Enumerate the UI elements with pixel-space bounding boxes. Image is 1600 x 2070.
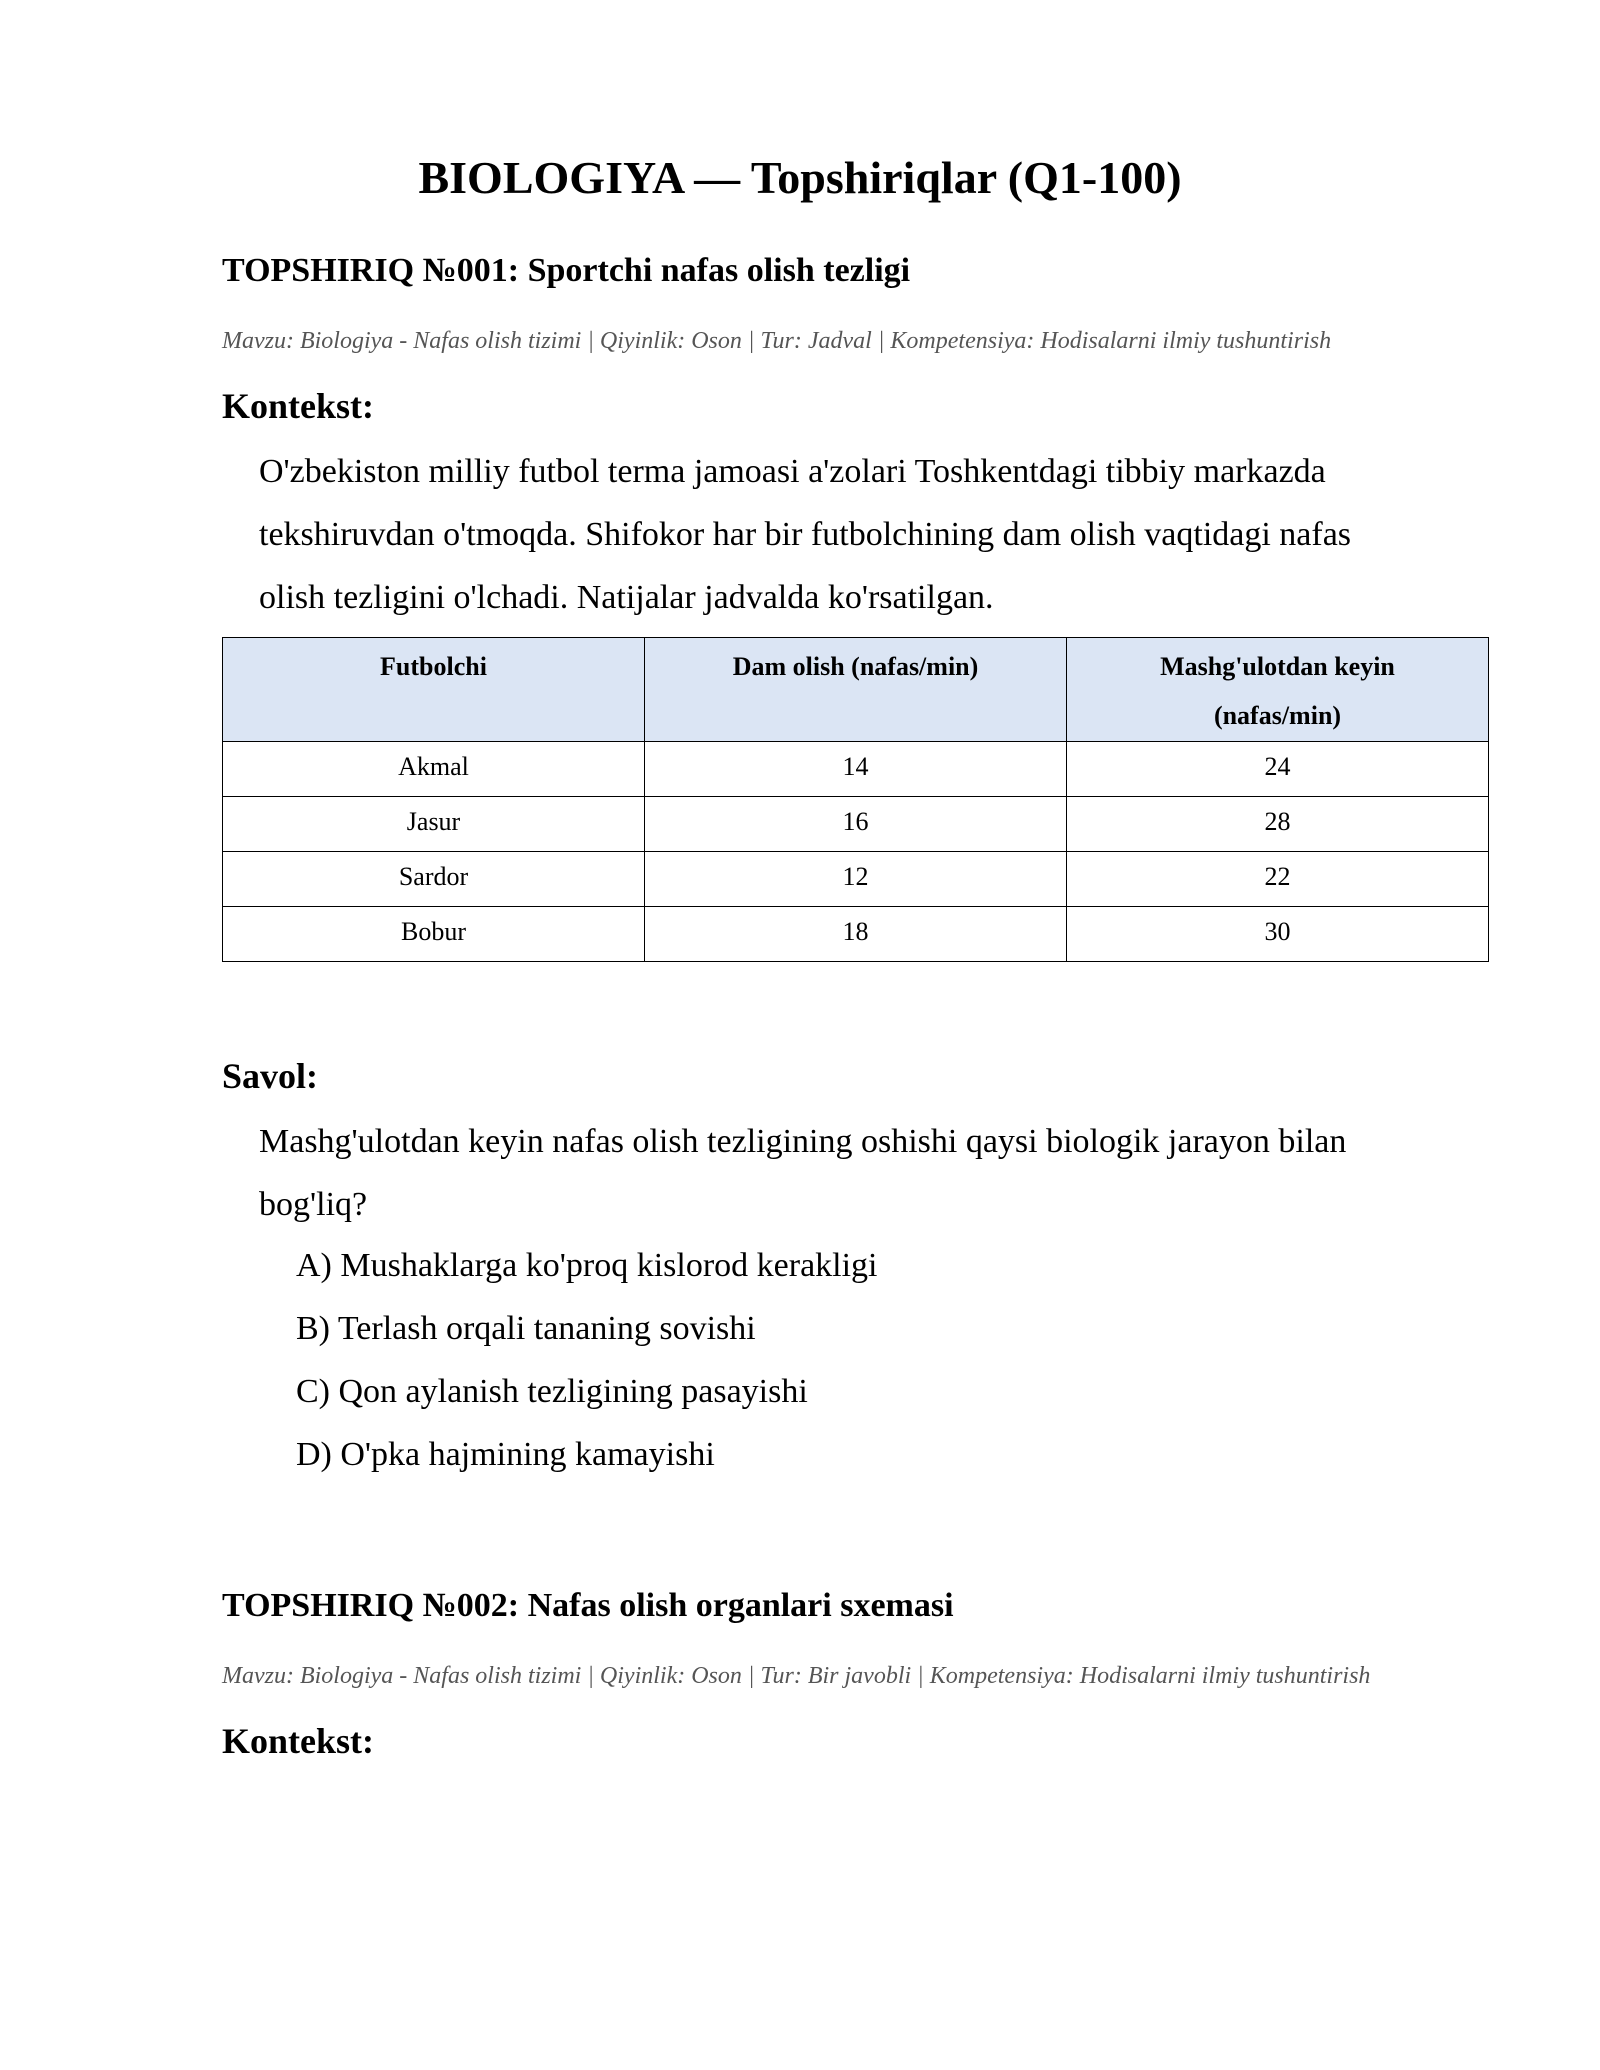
table-cell: Sardor <box>223 852 645 907</box>
table-cell: Bobur <box>223 907 645 962</box>
header-after-training-line1: Mashg'ulotdan keyin <box>1160 652 1395 681</box>
question-line: Mashg'ulotdan keyin nafas olish tezligining oshishi qaysi biologik jarayon bilan <box>259 1123 1347 1160</box>
task-001-context-text <box>259 440 1499 629</box>
document-title: BIOLOGIYA — Topshiriqlar (Q1-100) <box>418 152 1182 203</box>
breathing-rate-table <box>222 637 1489 962</box>
task-002-title: TOPSHIRIQ №002: Nafas olish organlari sxemasi <box>222 1587 954 1624</box>
answer-option-c[interactable]: C) Qon aylanish tezligining pasayishi <box>296 1373 808 1410</box>
table-cell: 12 <box>645 852 1067 907</box>
task-001-question-label: Savol: <box>222 1056 319 1096</box>
table-header-row <box>223 638 1489 742</box>
question-line: bog'liq? <box>259 1186 368 1223</box>
table-row <box>223 742 1489 797</box>
header-player: Futbolchi <box>223 638 645 742</box>
table-cell: 24 <box>1067 742 1489 797</box>
table-row <box>223 907 1489 962</box>
task-001-question-text <box>259 1110 1499 1236</box>
table-cell: 14 <box>645 742 1067 797</box>
table-cell: 16 <box>645 797 1067 852</box>
table-cell: 22 <box>1067 852 1489 907</box>
task-001-context-label: Kontekst: <box>222 386 374 426</box>
task-002-context-label: Kontekst: <box>222 1721 374 1761</box>
header-rest-rate: Dam olish (nafas/min) <box>645 638 1067 742</box>
answer-option-d[interactable]: D) O'pka hajmining kamayishi <box>296 1436 715 1473</box>
answer-option-b[interactable]: B) Terlash orqali tananing sovishi <box>296 1310 756 1347</box>
context-line: tekshiruvdan o'tmoqda. Shifokor har bir futbolchining dam olish vaqtidagi nafas <box>259 516 1352 553</box>
table-row <box>223 852 1489 907</box>
context-line: olish tezligini o'lchadi. Natijalar jadvalda ko'rsatilgan. <box>259 579 994 616</box>
table-row <box>223 797 1489 852</box>
table-cell: Jasur <box>223 797 645 852</box>
table-cell: 18 <box>645 907 1067 962</box>
context-line: O'zbekiston milliy futbol terma jamoasi a'zolari Toshkentdagi tibbiy markazda <box>259 453 1326 490</box>
table-cell: Akmal <box>223 742 645 797</box>
table-cell: 30 <box>1067 907 1489 962</box>
task-002-meta: Mavzu: Biologiya - Nafas olish tizimi | Qiyinlik: Oson | Tur: Bir javobli | Kompetensiya: Hodisalarni ilmiy tushuntirish <box>222 1663 1371 1689</box>
table-cell: 28 <box>1067 797 1489 852</box>
header-after-training-line2: (nafas/min) <box>1213 701 1342 730</box>
header-after-training <box>1067 638 1489 742</box>
task-001-meta: Mavzu: Biologiya - Nafas olish tizimi | Qiyinlik: Oson | Tur: Jadval | Kompetensiya: Hodisalarni ilmiy tushuntirish <box>222 328 1332 354</box>
answer-option-a[interactable]: A) Mushaklarga ko'proq kislorod kerakligi <box>296 1247 878 1284</box>
task-001-title: TOPSHIRIQ №001: Sportchi nafas olish tezligi <box>222 252 911 289</box>
